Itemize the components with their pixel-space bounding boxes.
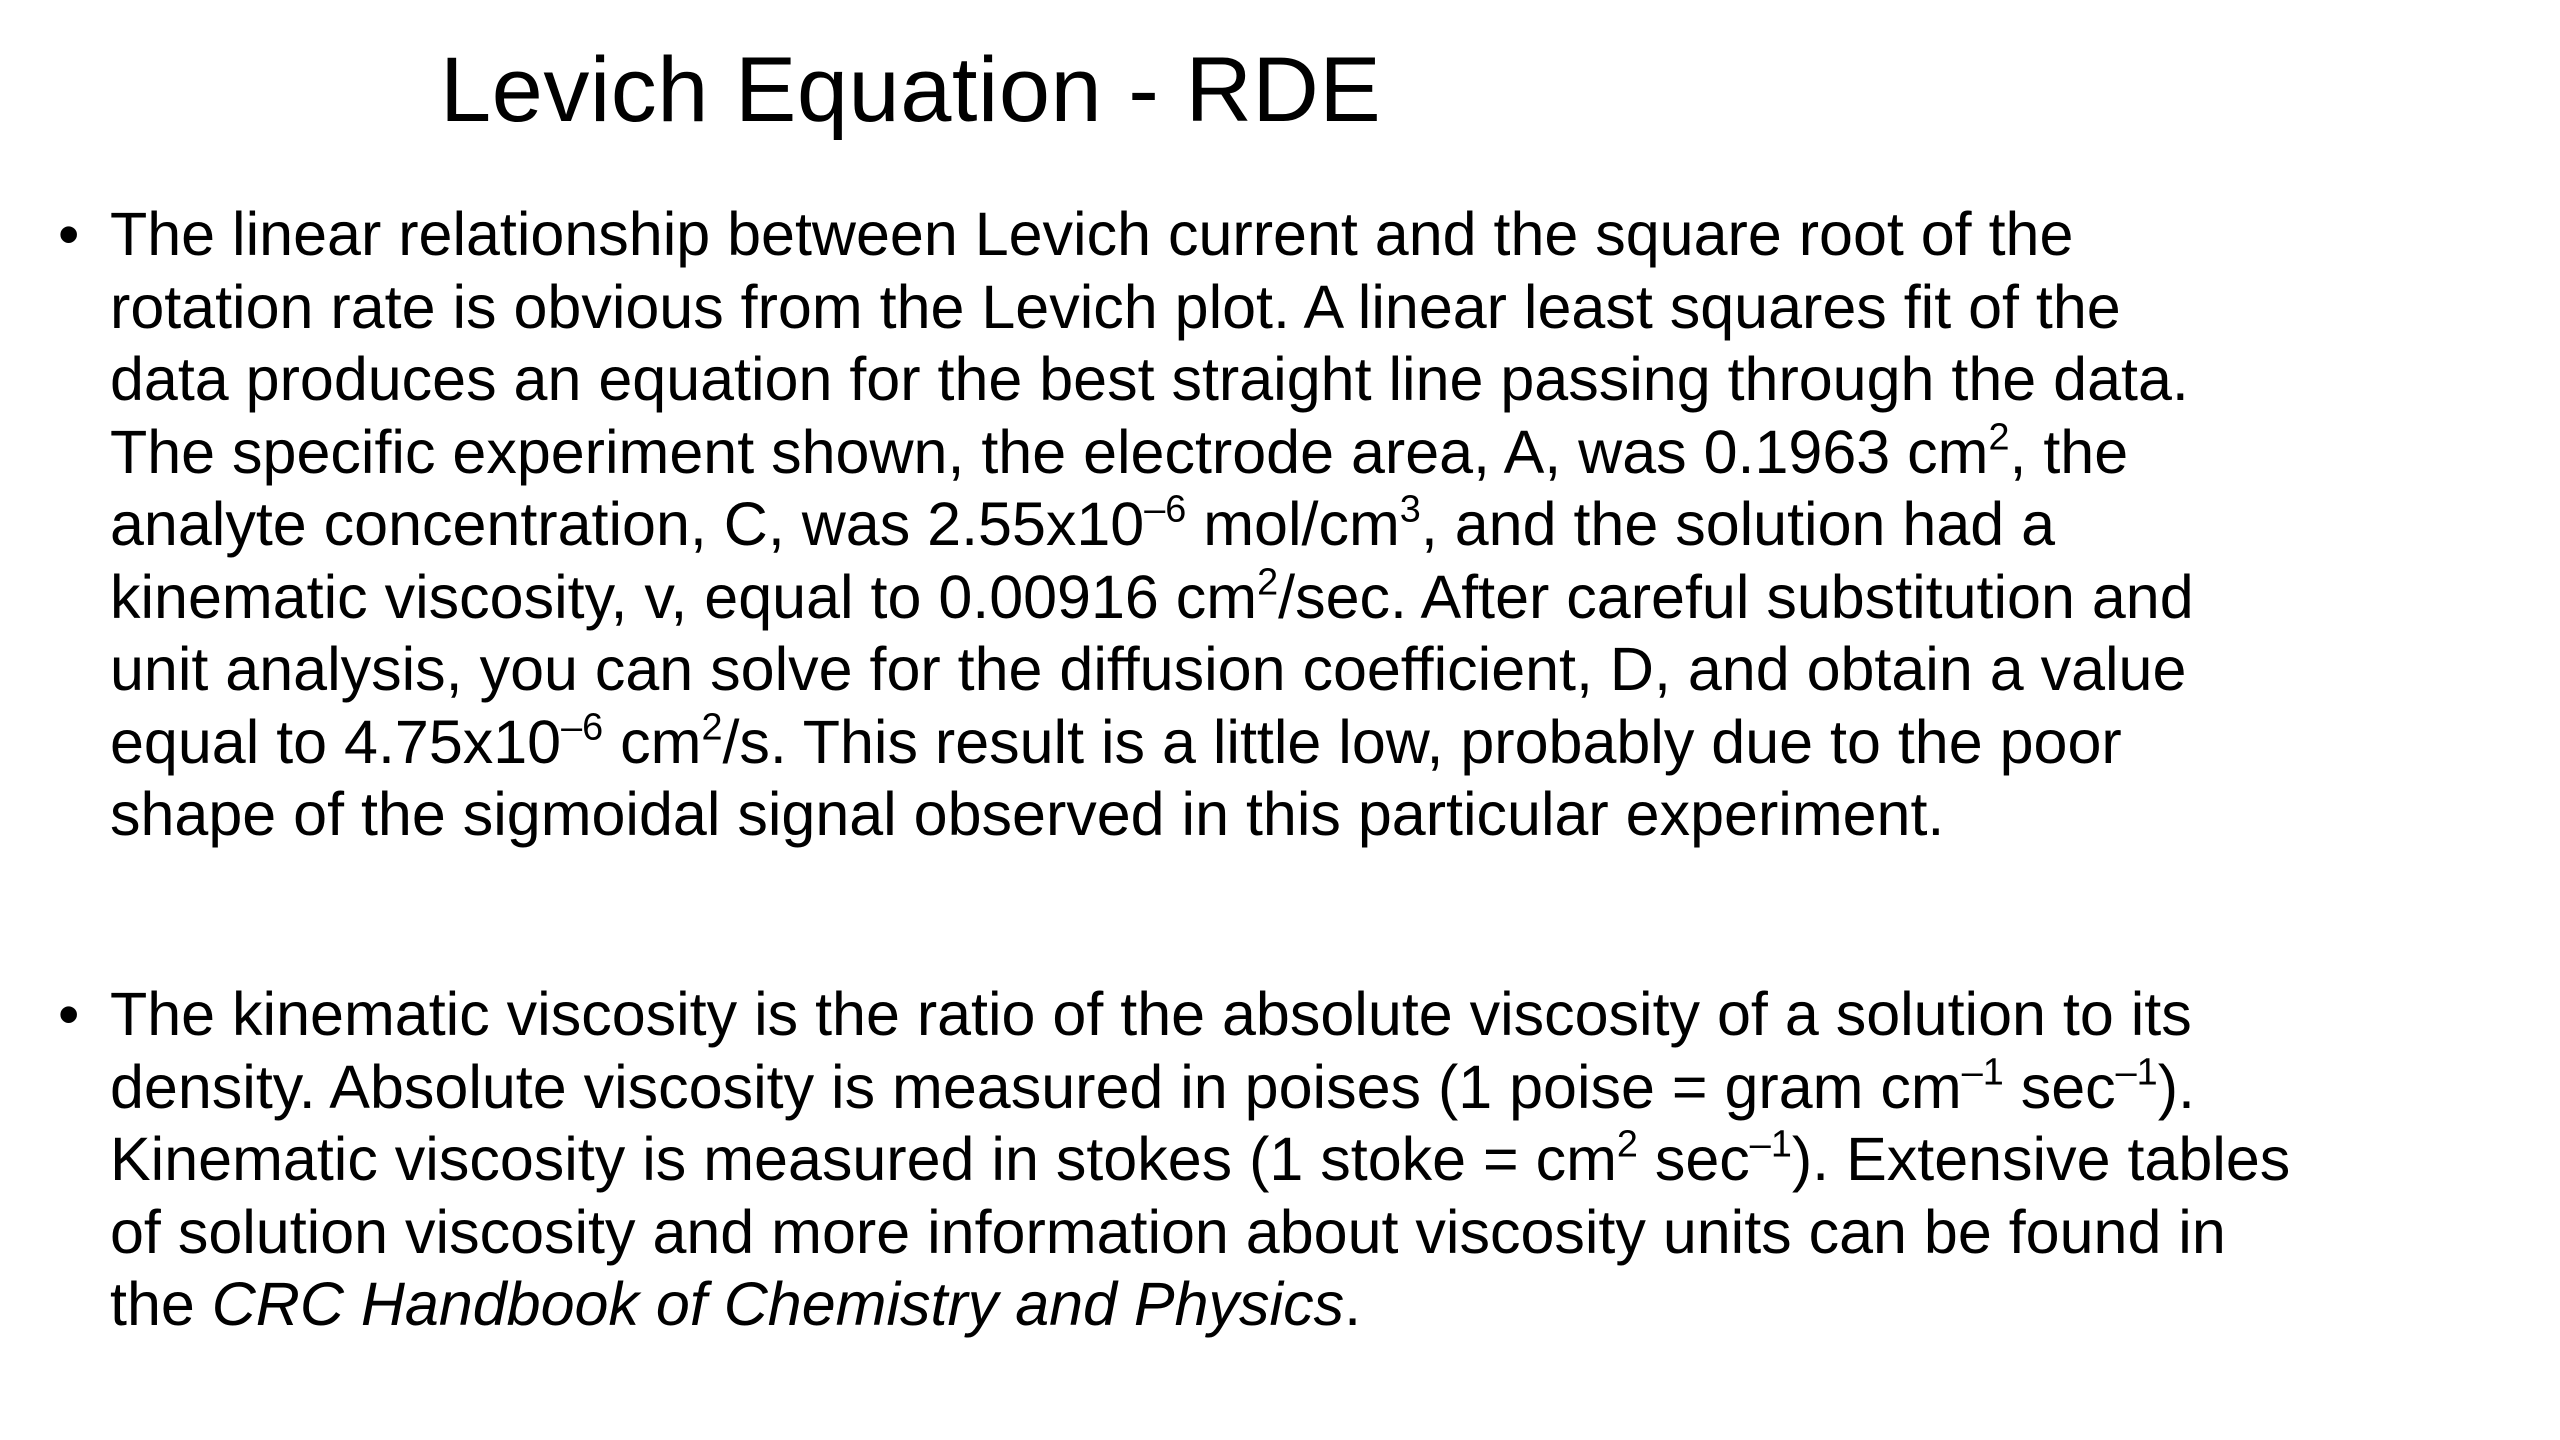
superscript: –1 — [1961, 1051, 2004, 1094]
text-run: density. Absolute viscosity is measured in poises (1 poise = gram cm — [110, 1052, 1962, 1121]
text-run: mol/cm — [1186, 490, 1400, 558]
text-run: ). — [2157, 1052, 2195, 1121]
superscript: –6 — [1144, 488, 1187, 531]
text-run: sec — [1637, 1125, 1750, 1193]
superscript: 2 — [701, 706, 723, 749]
superscript: 3 — [1399, 488, 1421, 531]
text-line — [110, 778, 2530, 851]
text-run: ). Extensive tables — [1791, 1125, 2291, 1193]
text-run: the — [110, 1270, 212, 1338]
book-title: CRC Handbook of Chemistry and Physics — [211, 1270, 1345, 1338]
text-run: analyte concentration, C, was 2.55x10 — [110, 490, 1145, 558]
text-run: /s. This result is a little low, probably due to the poor — [722, 707, 2122, 776]
text-run: sec — [2003, 1052, 2116, 1121]
superscript: 2 — [1257, 561, 1279, 604]
text-line — [110, 198, 2530, 271]
superscript: –1 — [2115, 1051, 2158, 1094]
text-run: The kinematic viscosity is the ratio of the absolute viscosity of a solution to its — [110, 980, 2192, 1048]
text-run: equal to 4.75x10 — [110, 707, 562, 776]
text-run: shape of the sigmoidal signal observed in this particular experiment. — [110, 780, 1945, 848]
text-run: unit analysis, you can solve for the diffusion coefficient, D, and obtain a value — [110, 635, 2187, 703]
bullet-dot: • — [58, 980, 80, 1048]
text-line — [110, 271, 2530, 344]
text-line — [110, 343, 2530, 416]
text-run: , the — [2009, 417, 2129, 486]
text-line — [110, 1051, 2530, 1124]
superscript: 2 — [1616, 1123, 1638, 1166]
text-run: The specific experiment shown, the electrode area, A, was 0.1963 cm — [110, 417, 1989, 486]
bullet-item-levich-fit — [58, 198, 2530, 851]
superscript: 2 — [1988, 416, 2010, 459]
text-line — [110, 978, 2530, 1051]
text-line — [110, 706, 2530, 779]
text-run: rotation rate is obvious from the Levich plot. A linear least squares fit of the — [110, 272, 2121, 341]
bullet-dot: • — [58, 200, 80, 268]
text-run: /sec. After careful substitution and — [1278, 562, 2194, 631]
text-line — [110, 1123, 2530, 1196]
text-line — [110, 1196, 2530, 1269]
text-line — [110, 1268, 2530, 1341]
text-line — [110, 488, 2530, 561]
text-run: data produces an equation for the best straight line passing through the data. — [110, 345, 2189, 413]
text-run: kinematic viscosity, v, equal to 0.00916 cm — [110, 562, 1258, 631]
superscript: –6 — [561, 706, 604, 749]
text-run: . — [1344, 1270, 1362, 1338]
bullet-item-kinematic-viscosity — [58, 978, 2530, 1341]
text-run: cm — [603, 707, 702, 776]
text-line — [110, 416, 2530, 489]
text-run: of solution viscosity and more information about viscosity units can be found in — [110, 1197, 2226, 1266]
slide-title: Levich Equation - RDE — [440, 39, 1382, 141]
text-line — [110, 633, 2530, 706]
text-run: , and the solution had a — [1420, 490, 2056, 558]
text-run: The linear relationship between Levich current and the square root of the — [110, 200, 2074, 268]
text-run: Kinematic viscosity is measured in stokes (1 stoke = cm — [110, 1125, 1617, 1193]
superscript: –1 — [1749, 1123, 1792, 1166]
text-line — [110, 561, 2530, 634]
